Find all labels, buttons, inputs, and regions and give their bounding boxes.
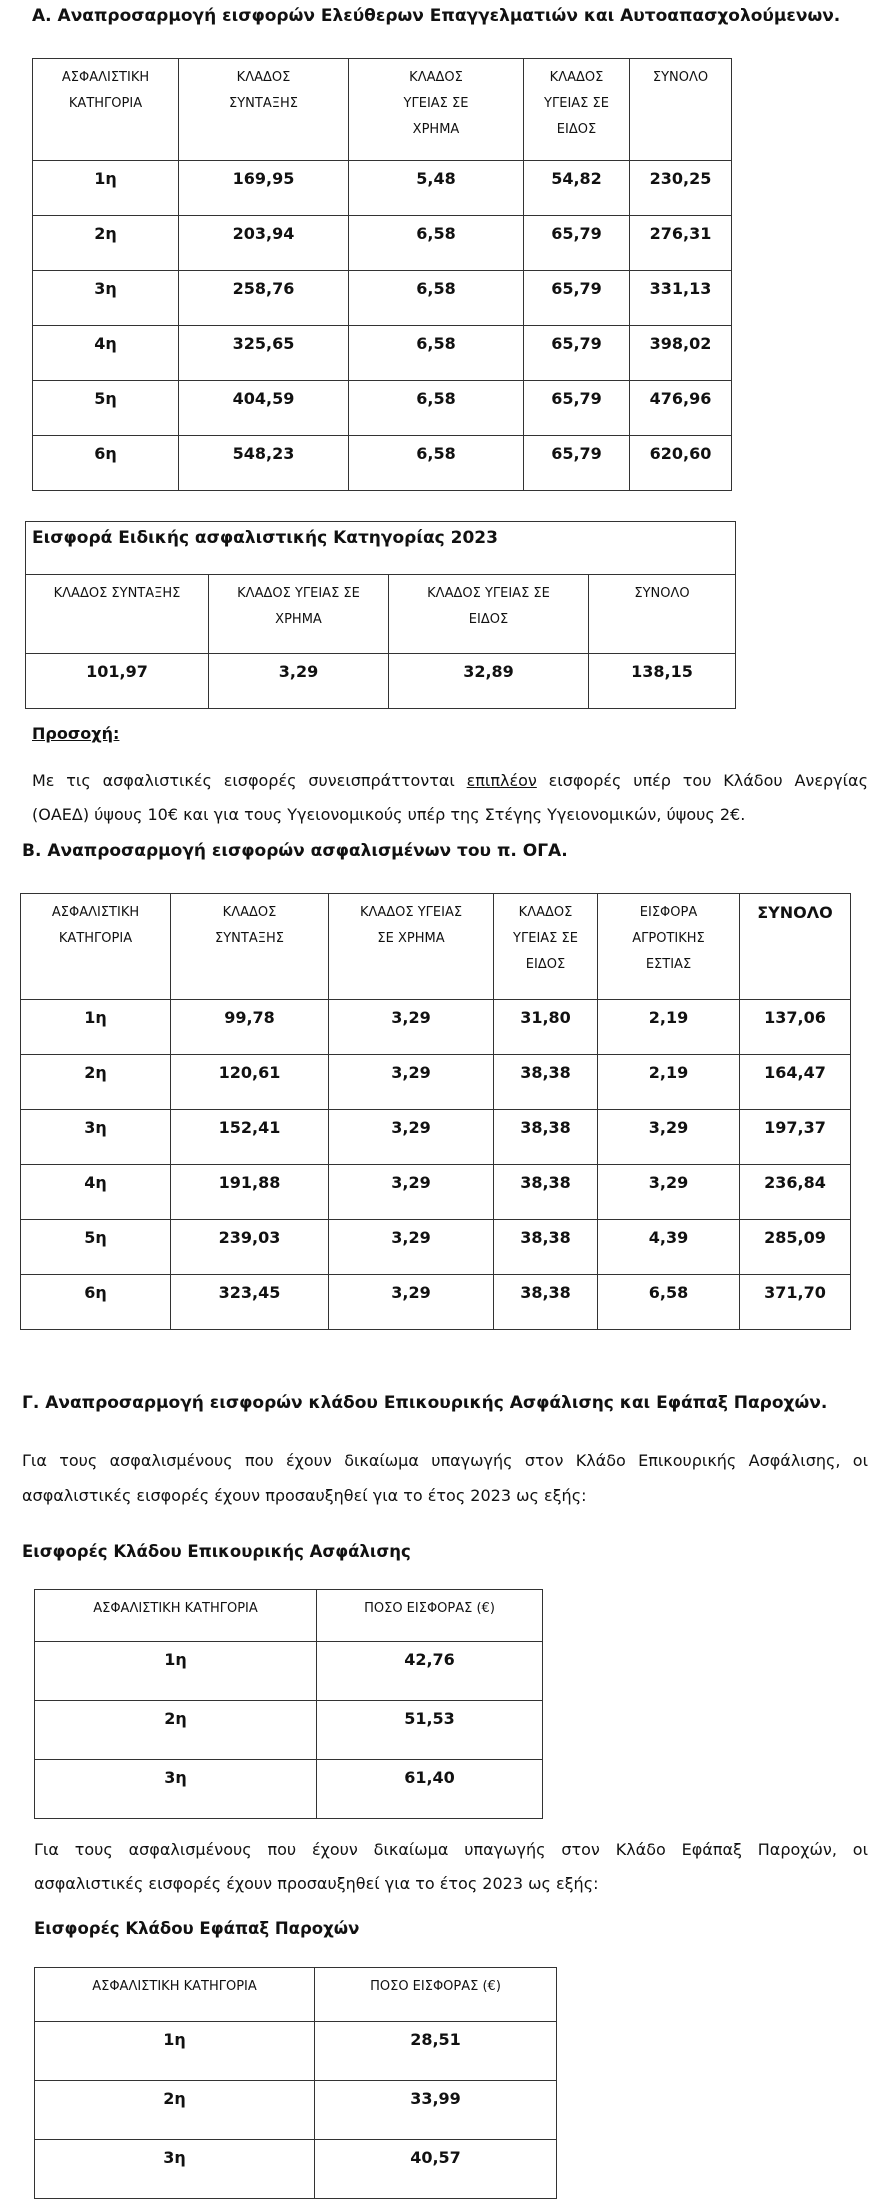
table-cell: 6,58 — [598, 1275, 740, 1330]
table-row — [35, 2140, 557, 2199]
column-header-line: ΚΑΤΗΓΟΡΙΑ — [68, 96, 143, 111]
table-lump-sum — [34, 1967, 557, 2199]
table-cell: 42,76 — [317, 1642, 543, 1701]
table-row — [35, 1701, 543, 1760]
column-header-line: ΑΓΡΟΤΙΚΗΣ — [632, 931, 705, 946]
table-cell: 331,13 — [630, 271, 732, 326]
table-cell: 65,79 — [524, 436, 630, 491]
table-row — [33, 271, 732, 326]
table-cell: 32,89 — [389, 654, 589, 709]
table-row — [33, 326, 732, 381]
column-header-line: ΚΛΑΔΟΣ ΣΥΝΤΑΞΗΣ — [53, 586, 181, 601]
table-a — [32, 58, 732, 491]
column-header-line: ΥΓΕΙΑΣ ΣΕ — [513, 931, 578, 946]
table-cell: 191,88 — [171, 1165, 329, 1220]
table-cell: 236,84 — [740, 1165, 851, 1220]
table-cell: 3,29 — [329, 1000, 494, 1055]
column-header: ΠΟΣΟ ΕΙΣΦΟΡΑΣ (€) — [317, 1590, 543, 1642]
table-supplementary — [34, 1589, 543, 1819]
table-cell: 2,19 — [598, 1000, 740, 1055]
table-cell: 6,58 — [349, 381, 524, 436]
table-cell: 230,25 — [630, 161, 732, 216]
column-header-line: ΚΛΑΔΟΣ — [236, 70, 291, 85]
table-cell: 51,53 — [317, 1701, 543, 1760]
column-header-line: ΥΓΕΙΑΣ ΣΕ — [403, 96, 469, 111]
table-cell: 120,61 — [171, 1055, 329, 1110]
table-cell: 65,79 — [524, 326, 630, 381]
table-cell: 38,38 — [494, 1165, 598, 1220]
table-cell: 3,29 — [329, 1275, 494, 1330]
section-c-intro-2-line-2: ασφαλιστικές εισφορές έχουν προσαυξηθεί για το έτος 2023 ως εξής: — [34, 1874, 599, 1893]
table-cell: 38,38 — [494, 1110, 598, 1165]
table-cell: 276,31 — [630, 216, 732, 271]
table-cell: 3,29 — [329, 1165, 494, 1220]
column-header-line: ΚΛΑΔΟΣ — [222, 905, 277, 920]
table-cell: 61,40 — [317, 1760, 543, 1819]
column-header-line: ΕΙΔΟΣ — [525, 957, 566, 972]
column-header-line: ΑΣΦΑΛΙΣΤΙΚΗ — [61, 70, 150, 85]
table-cell: 3η — [35, 1760, 317, 1819]
column-header-line: ΚΛΑΔΟΣ ΥΓΕΙΑΣ — [359, 905, 463, 920]
table-row — [21, 1220, 851, 1275]
column-header — [589, 575, 736, 654]
table-cell: 1η — [21, 1000, 171, 1055]
table-cell: 3,29 — [598, 1165, 740, 1220]
table-row — [21, 1000, 851, 1055]
column-header-line: ΣΥΝΟΛΟ — [634, 586, 690, 601]
column-header — [349, 59, 524, 161]
table-row — [35, 2081, 557, 2140]
table-cell: 548,23 — [179, 436, 349, 491]
section-c-intro-1-line-1: Για τους ασφαλισμένους που έχουν δικαίωμα υπαγωγής στον Κλάδο Επικουρικής Ασφάλισης, οι — [22, 1451, 868, 1470]
table-cell: 5η — [21, 1220, 171, 1275]
notice-text-1: Με τις ασφαλιστικές εισφορές συνεισπράττονται — [32, 771, 467, 790]
column-header-line: ΕΙΔΟΣ — [468, 612, 509, 627]
column-header-line: ΣΥΝΤΑΞΗΣ — [229, 96, 298, 111]
table-row — [33, 381, 732, 436]
special-category-table — [25, 521, 736, 709]
notice-line-1 — [32, 763, 868, 799]
notice-line-2: (ΟΑΕΔ) ύψους 10€ και για τους Υγειονομικούς υπέρ της Στέγης Υγειονομικών, ύψους 2€. — [32, 805, 746, 824]
table-cell: 31,80 — [494, 1000, 598, 1055]
table-cell: 28,51 — [315, 2022, 557, 2081]
column-header — [21, 894, 171, 1000]
column-header — [179, 59, 349, 161]
table-cell: 4,39 — [598, 1220, 740, 1275]
table-cell: 3,29 — [329, 1055, 494, 1110]
column-header-line: ΕΙΔΟΣ — [556, 122, 597, 137]
column-header-line: ΚΛΑΔΟΣ ΥΓΕΙΑΣ ΣΕ — [427, 586, 550, 601]
table-cell: 3η — [21, 1110, 171, 1165]
table-cell: 476,96 — [630, 381, 732, 436]
table-row — [33, 216, 732, 271]
table-cell: 2,19 — [598, 1055, 740, 1110]
table-cell: 54,82 — [524, 161, 630, 216]
table-cell: 323,45 — [171, 1275, 329, 1330]
table-cell: 65,79 — [524, 271, 630, 326]
table-row — [26, 654, 736, 709]
notice-text-2: εισφορές υπέρ του Κλάδου Ανεργίας — [536, 771, 868, 790]
notice-label: Προσοχή: — [32, 724, 120, 743]
column-header — [494, 894, 598, 1000]
section-b-title: Β. Αναπροσαρμογή εισφορών ασφαλισμένων του π. ΟΓΑ. — [22, 841, 568, 861]
table-cell: 137,06 — [740, 1000, 851, 1055]
section-c-title: Γ. Αναπροσαρμογή εισφορών κλάδου Επικουρικής Ασφάλισης και Εφάπαξ Παροχών. — [22, 1393, 828, 1413]
column-header — [33, 59, 179, 161]
table-cell: 38,38 — [494, 1220, 598, 1275]
column-header-line: ΣΕ ΧΡΗΜΑ — [377, 931, 445, 946]
table-cell: 6,58 — [349, 436, 524, 491]
column-header: ΑΣΦΑΛΙΣΤΙΚΗ ΚΑΤΗΓΟΡΙΑ — [35, 1590, 317, 1642]
column-header: ΑΣΦΑΛΙΣΤΙΚΗ ΚΑΤΗΓΟΡΙΑ — [35, 1968, 315, 2022]
column-header-line: ΣΥΝΟΛΟ — [757, 903, 833, 922]
table-cell: 203,94 — [179, 216, 349, 271]
table-cell: 258,76 — [179, 271, 349, 326]
column-header-line: ΑΣΦΑΛΙΣΤΙΚΗ — [51, 905, 140, 920]
section-c-intro-1-line-2: ασφαλιστικές εισφορές έχουν προσαυξηθεί για το έτος 2023 ως εξής: — [22, 1486, 587, 1505]
table-cell: 40,57 — [315, 2140, 557, 2199]
table-cell: 371,70 — [740, 1275, 851, 1330]
column-header-line: ΕΣΤΙΑΣ — [645, 957, 692, 972]
column-header-line: ΥΓΕΙΑΣ ΣΕ — [544, 96, 609, 111]
column-header-line: ΣΥΝΤΑΞΗΣ — [215, 931, 284, 946]
column-header-line: ΚΛΑΔΟΣ — [549, 70, 604, 85]
table-cell: 620,60 — [630, 436, 732, 491]
table-cell: 2η — [33, 216, 179, 271]
table-cell: 6η — [33, 436, 179, 491]
table-cell: 239,03 — [171, 1220, 329, 1275]
column-header-line: ΣΥΝΟΛΟ — [652, 70, 709, 85]
table-cell: 152,41 — [171, 1110, 329, 1165]
table-cell: 3η — [33, 271, 179, 326]
column-header-line: ΕΙΣΦΟΡΑ — [639, 905, 698, 920]
table-cell: 65,79 — [524, 216, 630, 271]
table-cell: 3,29 — [329, 1110, 494, 1165]
table-cell: 285,09 — [740, 1220, 851, 1275]
table-row — [33, 161, 732, 216]
column-header — [209, 575, 389, 654]
table-c2-title: Εισφορές Κλάδου Εφάπαξ Παροχών — [34, 1919, 360, 1938]
column-header-line: ΚΛΑΔΟΣ — [518, 905, 573, 920]
table-cell: 4η — [21, 1165, 171, 1220]
column-header-line: ΚΛΑΔΟΣ ΥΓΕΙΑΣ ΣΕ — [237, 586, 360, 601]
column-header: ΠΟΣΟ ΕΙΣΦΟΡΑΣ (€) — [315, 1968, 557, 2022]
table-row — [33, 436, 732, 491]
table-cell: 1η — [35, 1642, 317, 1701]
table-cell: 33,99 — [315, 2081, 557, 2140]
table-row — [35, 1760, 543, 1819]
table-cell: 65,79 — [524, 381, 630, 436]
table-cell: 3,29 — [598, 1110, 740, 1165]
table-cell: 404,59 — [179, 381, 349, 436]
table-cell: 101,97 — [26, 654, 209, 709]
table-cell: 138,15 — [589, 654, 736, 709]
table-cell: 2η — [35, 1701, 317, 1760]
table-cell: 38,38 — [494, 1055, 598, 1110]
special-category-caption: Εισφορά Ειδικής ασφαλιστικής Κατηγορίας 2023 — [26, 522, 736, 575]
table-cell: 398,02 — [630, 326, 732, 381]
column-header-line: ΧΡΗΜΑ — [275, 612, 322, 627]
table-cell: 164,47 — [740, 1055, 851, 1110]
column-header — [630, 59, 732, 161]
table-cell: 6,58 — [349, 271, 524, 326]
table-cell: 3,29 — [209, 654, 389, 709]
table-cell: 3,29 — [329, 1220, 494, 1275]
table-cell: 1η — [33, 161, 179, 216]
column-header — [171, 894, 329, 1000]
notice-underlined-word: επιπλέον — [466, 771, 537, 790]
table-cell: 2η — [35, 2081, 315, 2140]
table-cell: 5,48 — [349, 161, 524, 216]
table-cell: 99,78 — [171, 1000, 329, 1055]
table-c1-title: Εισφορές Κλάδου Επικουρικής Ασφάλισης — [22, 1542, 411, 1561]
table-cell: 4η — [33, 326, 179, 381]
table-cell: 325,65 — [179, 326, 349, 381]
table-b — [20, 893, 851, 1330]
column-header — [524, 59, 630, 161]
column-header-line: ΧΡΗΜΑ — [412, 122, 460, 137]
column-header-line: ΚΛΑΔΟΣ — [409, 70, 463, 85]
column-header — [329, 894, 494, 1000]
table-cell: 6,58 — [349, 216, 524, 271]
table-cell: 197,37 — [740, 1110, 851, 1165]
table-cell: 38,38 — [494, 1275, 598, 1330]
section-a-title: Α. Αναπροσαρμογή εισφορών Ελεύθερων Επαγγελματιών και Αυτοαπασχολούμενων. — [32, 6, 841, 26]
table-row — [21, 1275, 851, 1330]
table-row — [35, 1642, 543, 1701]
column-header-line: ΚΑΤΗΓΟΡΙΑ — [58, 931, 133, 946]
table-cell: 3η — [35, 2140, 315, 2199]
table-row — [35, 2022, 557, 2081]
table-cell: 2η — [21, 1055, 171, 1110]
column-header — [598, 894, 740, 1000]
table-cell: 6η — [21, 1275, 171, 1330]
table-row — [21, 1055, 851, 1110]
section-c-intro-2-line-1: Για τους ασφαλισμένους που έχουν δικαίωμα υπαγωγής στον Κλάδο Εφάπαξ Παροχών, οι — [34, 1840, 868, 1859]
table-cell: 5η — [33, 381, 179, 436]
table-cell: 169,95 — [179, 161, 349, 216]
column-header — [389, 575, 589, 654]
table-cell: 6,58 — [349, 326, 524, 381]
column-header — [26, 575, 209, 654]
table-cell: 1η — [35, 2022, 315, 2081]
table-row — [21, 1165, 851, 1220]
table-row — [21, 1110, 851, 1165]
column-header — [740, 894, 851, 1000]
